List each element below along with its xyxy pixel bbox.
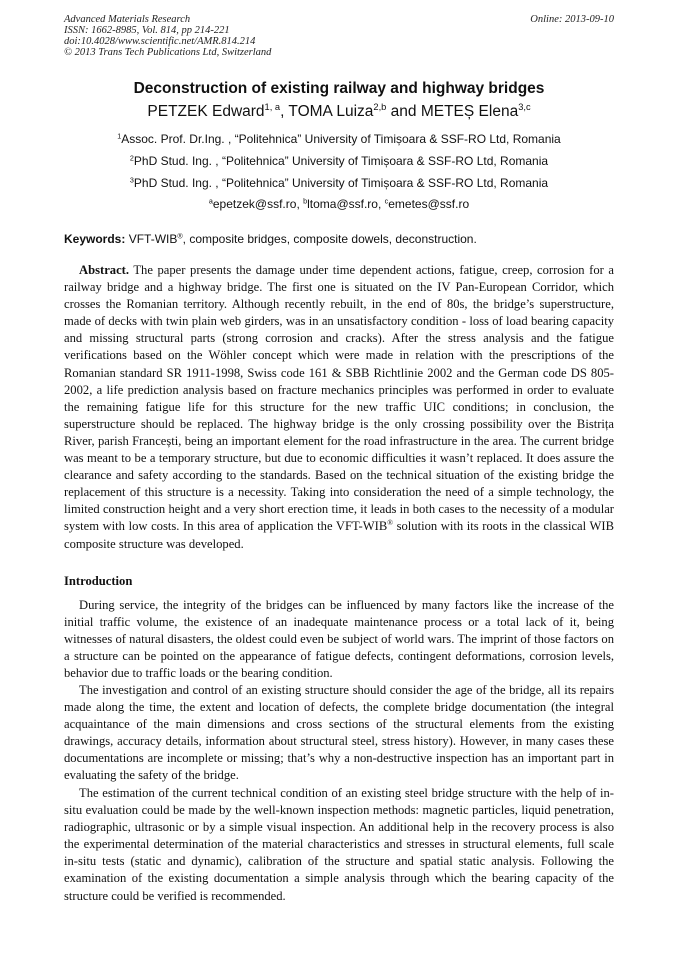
author-name: METEȘ Elena: [420, 103, 519, 120]
affiliation-sup: 1: [117, 131, 122, 141]
email-sup: c: [384, 196, 389, 206]
email-sup: a: [208, 196, 213, 206]
abstract-text: The paper presents the damage under time dependent actions, fatigue, creep, corrosion for a railway bridge and a highway bridge. The first one is situated on the IV Pan-European Corridor, which crosses the Romanian territory. Although recently rebuilt, in the end of 80s, the bridge’s superstructure, made of decks with twin plain web girders, was in an unsatisfactory condition - loss of load bearing capacity and missing structural parts (strong corrosion and cracks). After the stress analysis and the fatigue verifications based on the Wöhler concept which were made in relation with the prescriptions of the Romanian standard SR 1911-1998, Swiss code 161 & SBB Richtlinie 2002 and the German code DS 805-2002, a life prediction analysis based on fracture mechanics principles was performed in order to evaluate the remaining fatigue life for this structure for the new traffic UIC conditions; in conclusion, the superstructure should be replaced. The highway bridge is the only crossing possibility over the Bistrița River, parish Francești, being an important element for the road infrastructure in the area. The current bridge was meant to be a temporary structure, but due to economic difficulties it wasn’t replaced. It does assure the clearance and safety according to the standards. Based on the technical situation of the existing bridge the replacement of this structure is a necessity. Taking into consideration the need of a simple technology, the limited construction height and a very short erection time, it leads in both cases to the necessity of a modular system with low costs. In this area of application the VFT-WIB: [64, 263, 614, 534]
email-sep: ,: [296, 197, 304, 211]
email-link[interactable]: ltoma@ssf.ro: [307, 197, 378, 211]
author-sup: 3,c: [518, 101, 531, 112]
author-sep: and: [386, 103, 421, 120]
author-list: [0, 103, 678, 121]
affiliation-sup: 2: [129, 153, 134, 163]
issn-line: ISSN: 1662-8985, Vol. 814, pp 214-221: [64, 25, 230, 36]
author-name: TOMA Luiza: [288, 103, 374, 120]
affiliation-text: Assoc. Prof. Dr.Ing. , “Politehnica” University of Timișoara & SSF-RO Ltd, Romania: [121, 132, 561, 146]
email-sup: b: [303, 196, 308, 206]
affiliation-1: [0, 132, 678, 146]
affiliation-2: [0, 154, 678, 168]
online-date: Online: 2013-09-10: [530, 14, 614, 25]
journal-header: [64, 14, 271, 58]
intro-paragraph-1: During service, the integrity of the bridges can be influenced by many factors like the increase of the initial traffic volume, the existence of an inadequate maintenance process or a total lack of it, being witnesses of natural disasters, the oldest could even be subject of world wars. The imprint of those factors on a structure can be pointed on the appearance of fatigue defects, contingent deformations, corrosion levels, behavior due to traffic loads or the bearing condition.: [64, 598, 614, 681]
section-heading-introduction: Introduction: [64, 574, 133, 588]
author-name: PETZEK Edward: [147, 103, 265, 120]
affiliation-sup: 3: [129, 175, 134, 185]
abstract-label: Abstract.: [79, 263, 130, 277]
keywords-label: Keywords:: [64, 232, 126, 246]
doi-line: doi:10.4028/www.scientific.net/AMR.814.214: [64, 36, 256, 47]
abstract: [64, 262, 614, 553]
affiliation-text: PhD Stud. Ing. , “Politehnica” University of Timișoara & SSF-RO Ltd, Romania: [133, 154, 549, 168]
affiliation-3: [0, 176, 678, 190]
intro-paragraph-3: The estimation of the current technical condition of an existing steel bridge structure with the help of in-situ evaluation could be made by the well-known inspection methods: magnetic particles, liquid penetration, radiographic, ultrasonic or by a simple visual inspection. An additional help in the recovery process is also the experimental determination of the material characteristics and stresses in structural elements, full scale in-situ tests (static and dynamic), calibration of the structure and spatial static analysis. Following the examination of the existing documentation a simple analysis through which the bearing capacity of the structure could be verified is recommended.: [64, 786, 614, 903]
journal-name: Advanced Materials Research: [64, 14, 191, 25]
email-list: [0, 197, 678, 211]
registered-mark: ®: [387, 518, 393, 528]
email-link[interactable]: emetes@ssf.ro: [388, 197, 470, 211]
author-sup: 1, a: [264, 101, 281, 112]
keywords: [64, 232, 477, 246]
email-link[interactable]: epetzek@ssf.ro: [212, 197, 297, 211]
keyword-text: VFT-WIB: [125, 232, 178, 246]
keyword-text: , composite bridges, composite dowels, deconstruction.: [182, 232, 477, 246]
author-sup: 2,b: [373, 101, 387, 112]
paper-title: Deconstruction of existing railway and highway bridges: [133, 80, 545, 97]
email-sep: ,: [377, 197, 385, 211]
author-sep: ,: [280, 103, 289, 120]
copyright-line: © 2013 Trans Tech Publications Ltd, Switzerland: [64, 47, 272, 58]
intro-paragraph-2: The investigation and control of an existing structure should consider the age of the bridge, all its repairs made along the time, the extent and location of defects, the complete bridge documentation (the integral acquaintance of the main dimensions and cross sections of the structural elements from the existing drawings, accuracy details, information about structural steel, stress history). However, in many cases these documentations are incomplete or missing; that’s why a non-destructive inspection has an important part in evaluating the safety of the bridge.: [64, 683, 614, 783]
affiliation-text: PhD Stud. Ing. , “Politehnica” University of Timișoara & SSF-RO Ltd, Romania: [133, 176, 549, 190]
abstract-text: solution with its roots in the classical WIB composite structure was developed.: [64, 519, 614, 551]
registered-mark: ®: [177, 231, 183, 241]
